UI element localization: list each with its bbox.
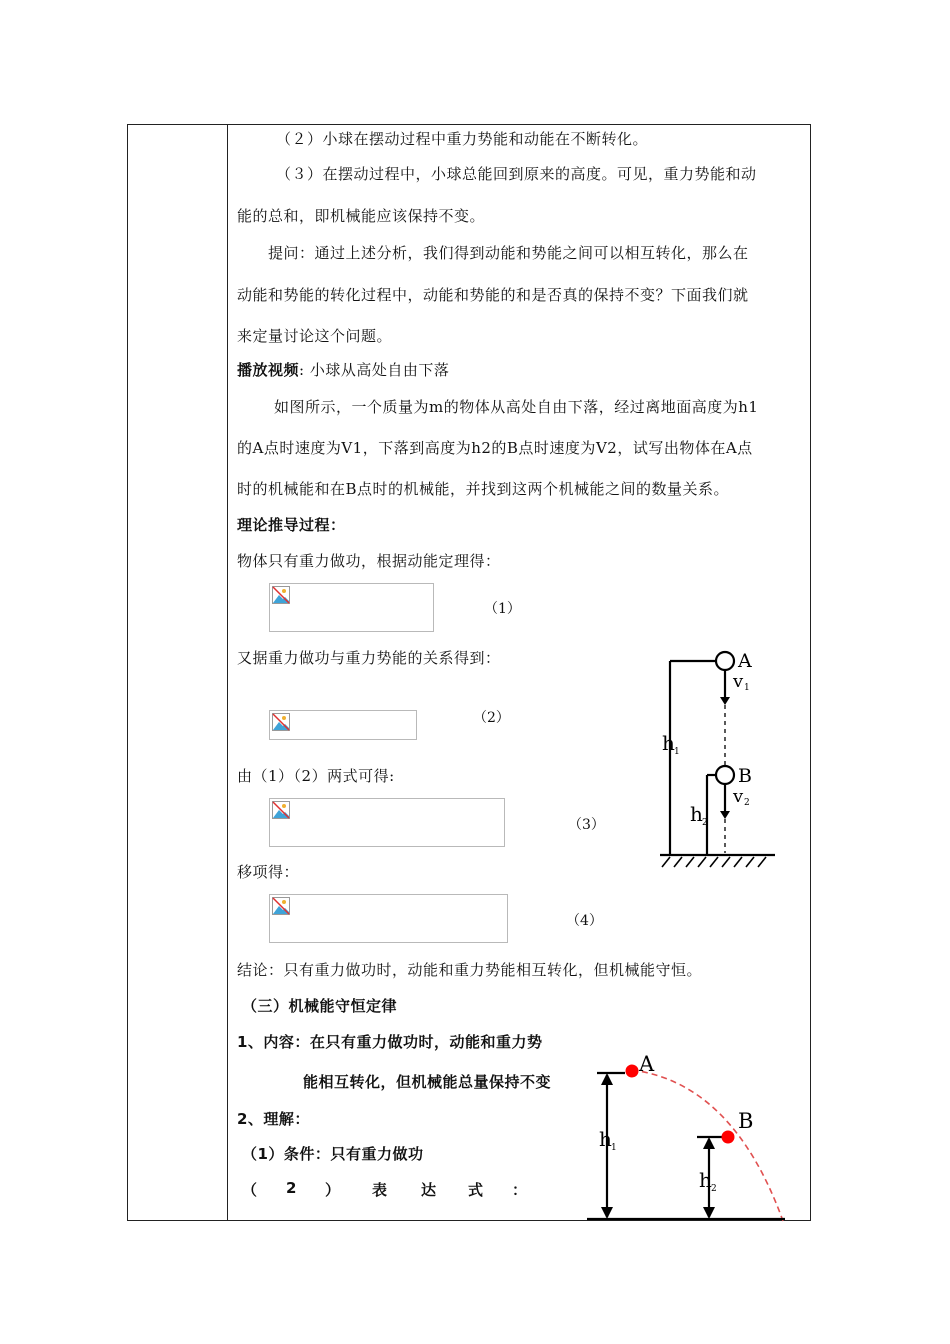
fig2-label-h2: h [699, 1168, 712, 1192]
fig2-point-b [722, 1131, 735, 1144]
fig1-label-b: B [738, 765, 752, 787]
video-label: 播放视频 [237, 361, 300, 379]
expr-char: 表 [372, 1181, 388, 1199]
conclusion-line: 结论：只有重力做功时，动能和重力势能相互转化，但机械能守恒。 [237, 961, 703, 979]
text-line-4: 提问：通过上述分析，我们得到动能和势能之间可以相互转化，那么在 [268, 244, 749, 262]
text-line-8: 如图所示，一个质量为m的物体从高处自由下落，经过离地面高度为h1 [274, 398, 759, 416]
derivation-heading: 理论推导过程： [237, 516, 346, 534]
fig1-label-h1-sub: 1 [674, 747, 680, 757]
equation-number-1: （1） [484, 601, 521, 617]
text-line-14: 由（1）（2）两式可得: [237, 767, 395, 785]
text-line-9: 的A点时速度为V1，下落到高度为h2的B点时速度为V2，试写出物体在A点 [237, 439, 753, 457]
video-text: : 小球从高处自由下落 [299, 361, 450, 379]
broken-image-icon [272, 801, 290, 819]
video-line [237, 359, 449, 380]
text-line-15: 移项得： [237, 863, 300, 881]
section-heading: （三）机械能守恒定律 [242, 997, 398, 1015]
expr-char: （ [242, 1181, 258, 1199]
equation-image-3 [269, 798, 505, 847]
fig1-label-v1: v [733, 671, 744, 692]
fig1-label-v2-sub: 2 [744, 798, 750, 808]
fig1-label-a: A [738, 650, 752, 672]
text-line-3: 能的总和，即机械能应该保持不变。 [237, 207, 486, 225]
text-line-13: 又据重力做功与重力势能的关系得到： [237, 649, 501, 667]
equation-number-2: （2） [473, 710, 510, 726]
fig2-label-b: B [738, 1109, 754, 1133]
expr-char: ： [512, 1181, 528, 1199]
text-line-10: 时的机械能和在B点时的机械能，并找到这两个机械能之间的数量关系。 [237, 480, 730, 498]
fig1-label-v2: v [733, 786, 744, 807]
equation-image-4 [269, 894, 508, 943]
expr-char: 达 [421, 1181, 437, 1199]
table-column-divider [227, 124, 228, 1221]
fig1-label-h2: h [690, 802, 703, 826]
projectile-figure [585, 1045, 790, 1223]
fig1-label-h1: h [662, 731, 675, 755]
text-line-1: （２）小球在摆动过程中重力势能和动能在不断转化。 [276, 130, 649, 148]
text-line-12: 物体只有重力做功，根据动能定理得： [237, 552, 501, 570]
fig2-label-h1-sub: 1 [611, 1143, 617, 1153]
equation-image-2 [269, 710, 417, 740]
content-line-1: 1、内容：在只有重力做功时，动能和重力势 [237, 1033, 543, 1051]
fig1-label-h2-sub: 2 [702, 818, 708, 828]
equation-number-4: （4） [566, 913, 603, 929]
understanding-heading: 2、理解： [237, 1110, 310, 1128]
expr-char: 2 [286, 1179, 297, 1197]
content-line-2: 能相互转化，但机械能总量保持不变 [303, 1073, 552, 1091]
expr-char: 式 [468, 1181, 484, 1199]
condition-line: （1）条件：只有重力做功 [242, 1145, 424, 1163]
fig2-point-a [626, 1065, 639, 1078]
text-line-2: （３）在摆动过程中，小球总能回到原来的高度。可见，重力势能和动 [276, 165, 757, 183]
text-line-6: 来定量讨论这个问题。 [237, 327, 393, 345]
equation-image-1 [269, 583, 434, 632]
equation-number-3: （3） [568, 817, 605, 833]
broken-image-icon [272, 713, 290, 731]
broken-image-icon [272, 897, 290, 915]
free-fall-figure [650, 645, 785, 870]
text-line-5: 动能和势能的转化过程中，动能和势能的和是否真的保持不变？下面我们就 [237, 286, 749, 304]
expr-char: ） [325, 1181, 341, 1199]
fig2-label-h1: h [599, 1127, 612, 1151]
fig1-label-v1-sub: 1 [744, 683, 750, 693]
broken-image-icon [272, 586, 290, 604]
fig2-label-a: A [639, 1052, 655, 1076]
fig2-label-h2-sub: 2 [711, 1184, 717, 1194]
